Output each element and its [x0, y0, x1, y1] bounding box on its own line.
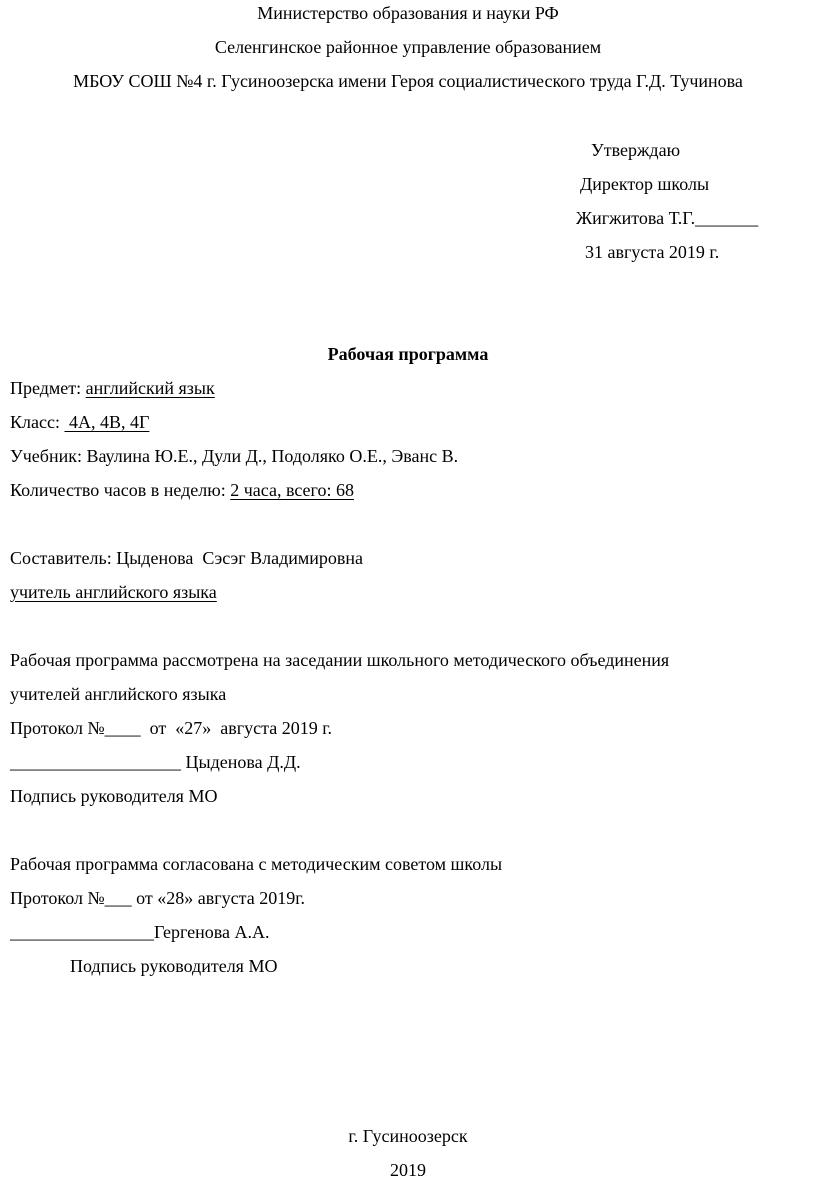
- approval-title: Утверждаю: [591, 140, 681, 160]
- council-signature: ________________Гергенова А.А.: [10, 922, 270, 942]
- council-signature-caption: Подпись руководителя МО: [70, 956, 278, 976]
- mo-review-line2: учителей английского языка: [10, 684, 227, 704]
- school-heading: МБОУ СОШ №4 г. Гусиноозерска имени Героя социалистического труда Г.Д. Тучинова: [73, 71, 743, 91]
- footer-city: г. Гусиноозерск: [348, 1126, 468, 1146]
- approval-position: Директор школы: [580, 174, 710, 194]
- hours-value: 2 часа, всего: 68: [230, 480, 354, 500]
- program-title: Рабочая программа: [327, 344, 489, 364]
- council-protocol: Протокол №___ от «28» августа 2019г.: [10, 888, 306, 908]
- mo-signature-caption: Подпись руководителя МО: [10, 786, 218, 806]
- department-heading: Селенгинское районное управление образованием: [214, 37, 602, 57]
- footer-year: 2019: [390, 1160, 426, 1180]
- mo-review-line1: Рабочая программа рассмотрена на заседании школьного методического объединения: [10, 650, 670, 670]
- hours-row: [10, 479, 354, 501]
- class-row: [10, 411, 149, 433]
- approval-signature-line: Жигжитова Т.Г._______: [576, 208, 759, 228]
- council-review-line1: Рабочая программа согласована с методическим советом школы: [10, 854, 503, 874]
- hours-label: Количество часов в неделю:: [10, 480, 231, 500]
- ministry-heading: Министерство образования и науки РФ: [257, 3, 559, 23]
- subject-value: английский язык: [85, 378, 215, 398]
- mo-protocol: Протокол №____ от «27» августа 2019 г.: [10, 718, 333, 738]
- compiler-role: учитель английского языка: [10, 582, 217, 602]
- textbook-row: Учебник: Ваулина Ю.Е., Дули Д., Подоляко О.Е., Эванс В.: [10, 446, 459, 466]
- approval-date: 31 августа 2019 г.: [585, 242, 720, 262]
- subject-label: Предмет:: [10, 378, 86, 398]
- mo-signature: ___________________ Цыденова Д.Д.: [10, 752, 301, 772]
- subject-row: [10, 377, 215, 399]
- class-value: 4А, 4В, 4Г: [64, 412, 150, 432]
- class-label: Класс:: [10, 412, 65, 432]
- compiler-row: Составитель: Цыденова Сэсэг Владимировна: [10, 548, 364, 568]
